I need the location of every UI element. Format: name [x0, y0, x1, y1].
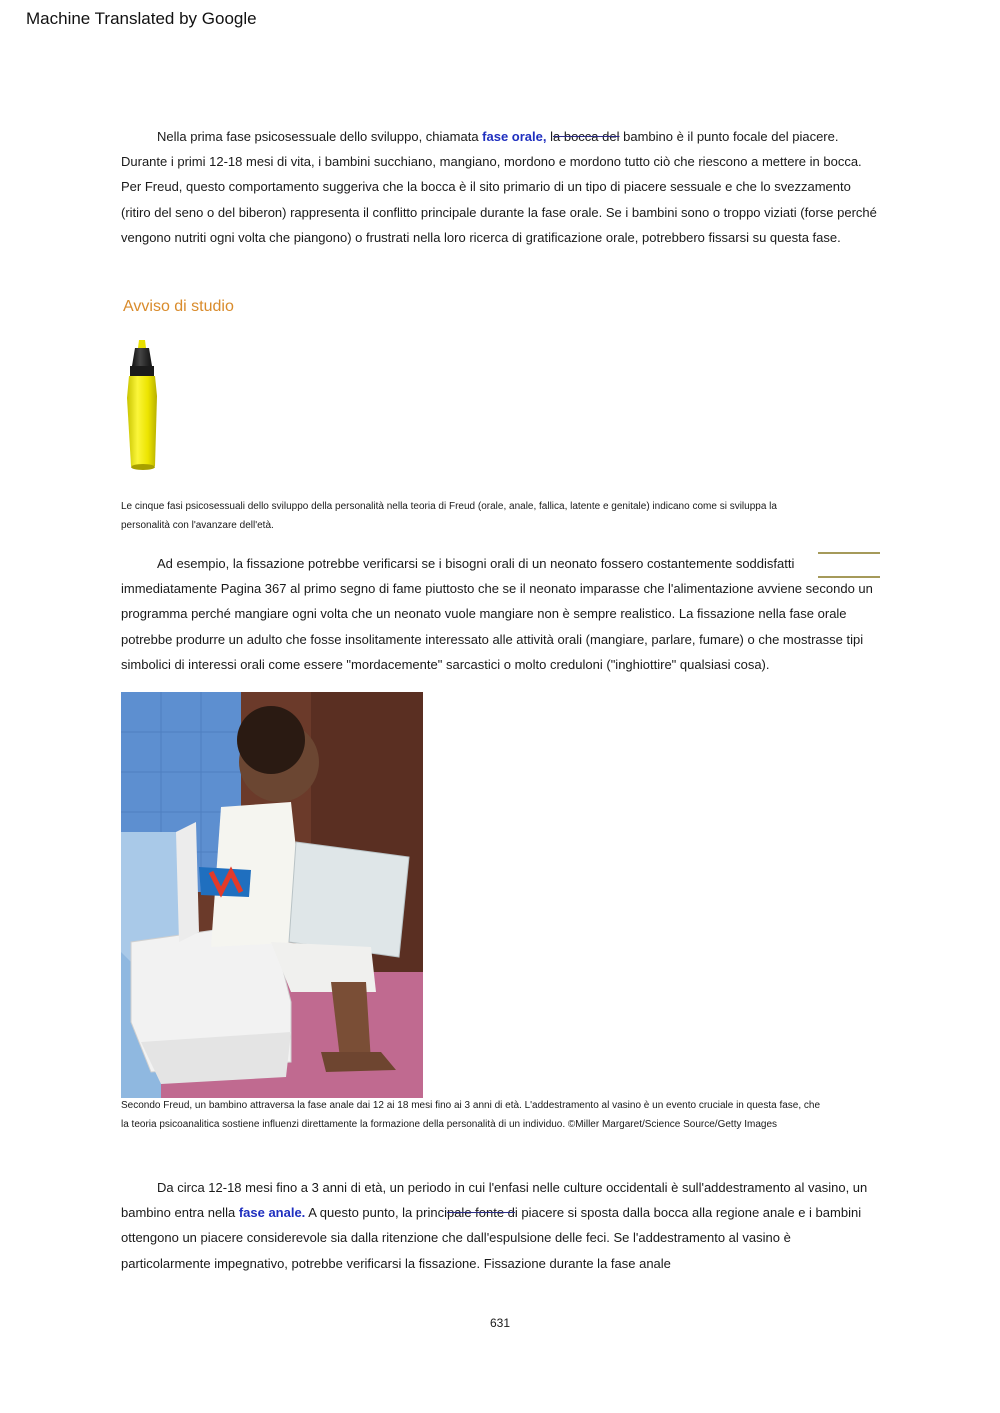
para1-text-end: bambino è il punto focale del piacere. Durante i primi 12-18 mesi di vita, i bambini succhiano, mangiano, mordono e mordono tutto ciò che riescono a mettere in bocca. Per Freud, questo comportamento suggeriva che la bocca è il sito primario di un tipo di piacere sessuale e che lo svezzamento (ritiro del seno o del biberon) rappresenta il conflitto principale durante la fase orale. Se i bambini sono o troppo viziati (forse perché vengono nutriti ogni volta che piangono) o frustrati nella loro ricerca di gratificazione orale, potrebbero fissarsi su questa fase. — [121, 129, 877, 245]
machine-translation-banner: Machine Translated by Google — [26, 9, 257, 28]
paragraph-fixation-example — [121, 551, 881, 677]
para3-text-end: i piacere si sposta dalla bocca alla regione anale e i bambini ottengono un piacere considerevole sia dalla ritenzione che dall'espulsione delle feci. Se l'addestramento al vasino è particolarmente impegnativo, potrebbe verificarsi la fissazione. Fissazione durante la fase anale — [121, 1205, 862, 1271]
para3-struck-text: pale fonte d — [446, 1205, 515, 1221]
child-potty-photo — [121, 692, 423, 1098]
keyword-anal-stage[interactable]: fase anale. — [238, 1205, 306, 1221]
study-alert-caption: Le cinque fasi psicosessuali dello sviluppo della personalità nella teoria di Freud (orale, anale, fallica, latente e genitale) indicano come si sviluppa la personalità con l'avanzare dell'età. — [121, 501, 777, 531]
para2-text-rest: immediatamente Pagina 367 al primo segno di fame piuttosto che se il neonato imparasse che l'alimentazione avviene secondo un programma perché mangiare ogni volta che un neonato vuole mangiare non è sempre realistico. La fissazione nella fase orale potrebbe produrre un adulto che fosse insolitamente interessato alle attività orali (mangiare, parlare, fumare) o che mostrasse tipi simbolici di interessi orali come essere "mordacemente" sarcastici o molto creduloni ("inghiottire" qualsiasi cosa). — [121, 581, 873, 672]
paragraph-anal-stage — [121, 1175, 881, 1276]
paragraph-oral-stage — [121, 124, 881, 250]
page-number: 631 — [489, 1316, 511, 1330]
para3-text-mid: A questo punto, la princi — [305, 1205, 447, 1221]
para1-text-start: Nella prima fase psicosessuale dello sviluppo, chiamata — [157, 129, 483, 144]
para1-struck-text: a bocca del — [553, 129, 620, 144]
para3-text-start: Da circa 12-18 mesi fino a 3 anni di età, un periodo in cui l'enfasi nelle culture occidentali è sull'addestramento al vasino, un bambino entra nella — [121, 1180, 868, 1221]
para1-text-mid: l — [546, 129, 553, 144]
para2-first-line: Ad esempio, la fissazione potrebbe verificarsi se i bisogni orali di un neonato fossero costantemente soddisfatti — [157, 556, 795, 571]
photo-caption: Secondo Freud, un bambino attraversa la fase anale dai 12 ai 18 mesi fino ai 3 anni di età. L'addestramento al vasino è un evento cruciale in questa fase, che la teoria psicoanalitica sostiene influenzi direttamente la formazione della personalità di un individuo. ©Miller Margaret/Science Source/Getty Images — [121, 1100, 821, 1130]
study-alert-title: Avviso di studio — [123, 298, 234, 315]
highlighter-icon — [121, 336, 169, 476]
keyword-oral-stage[interactable]: fase orale, — [482, 129, 547, 144]
